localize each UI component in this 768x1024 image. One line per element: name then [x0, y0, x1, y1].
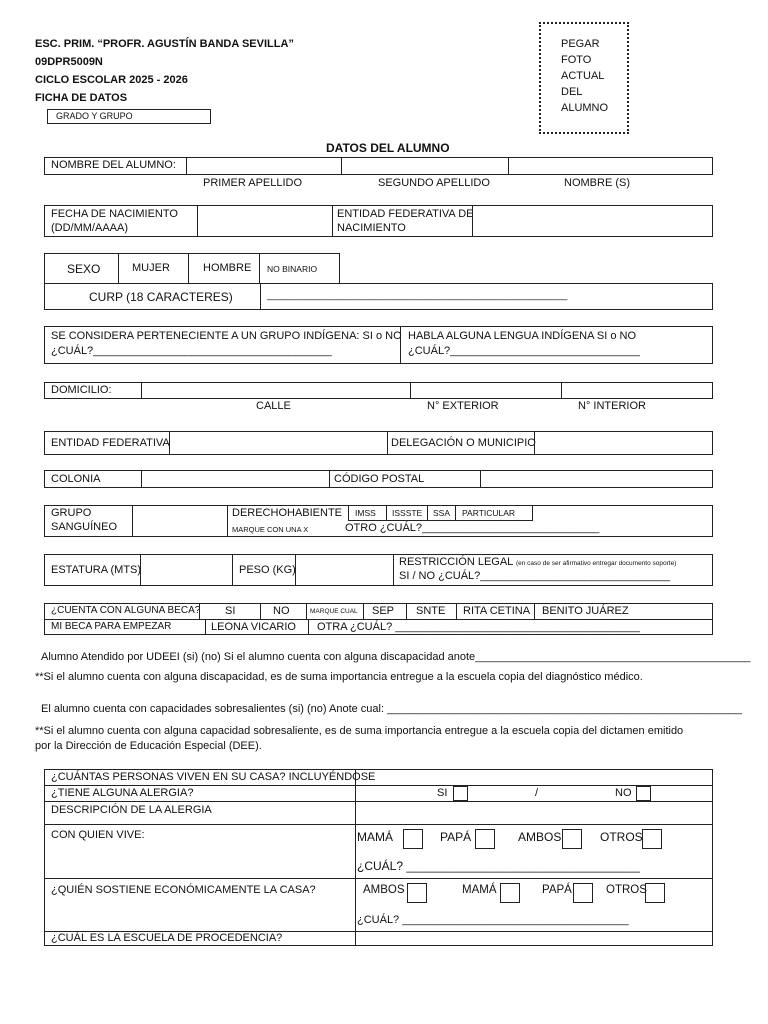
street-field[interactable] — [141, 383, 410, 398]
photo-text-4: DEL — [561, 86, 583, 98]
support-which[interactable]: ¿CUÁL? _____________________________________ — [357, 914, 629, 926]
support-ambos-label: AMBOS — [363, 884, 405, 896]
gifted-note-2: por la Dirección de Educación Especial (DEE). — [35, 740, 262, 752]
scholarship-other-label: OTRA ¿CUÁL? ________________________________________ — [317, 621, 640, 633]
curp-label: CURP (18 CARACTERES) — [89, 290, 233, 304]
indigenous-language-which[interactable]: ¿CUÁL?_______________________________ — [408, 345, 640, 357]
name-label: NOMBRE DEL ALUMNO: — [51, 159, 176, 171]
birth-row — [44, 205, 713, 237]
legal-cell — [393, 555, 712, 585]
rights-issste: ISSSTE — [392, 508, 423, 518]
indigenous-language-label: HABLA ALGUNA LENGUA INDÍGENA SI o NO — [408, 330, 637, 342]
indigenous-row — [44, 326, 713, 364]
origin-school-field[interactable] — [356, 932, 712, 946]
scholarship-mibeca[interactable]: MI BECA PARA EMPEZAR — [51, 621, 172, 632]
sex-male-label: HOMBRE — [203, 262, 252, 274]
people-field[interactable] — [356, 770, 712, 785]
scholarship-no-label: NO — [273, 605, 290, 617]
school-code: 09DPR5009N — [35, 56, 103, 68]
blood-label-2: SANGUÍNEO — [51, 521, 118, 533]
gifted-note-1: **Si el alumno cuenta con alguna capacidad sobresaliente, es de suma importancia entregue a la escuela copia del dictamen emitido — [35, 725, 684, 737]
sex-row — [44, 253, 340, 284]
scholarship-leona[interactable] — [205, 619, 309, 635]
first-surname-field[interactable] — [186, 158, 341, 174]
rights-mark-note: MARQUE CON UNA X — [232, 525, 309, 534]
allergy-no-checkbox[interactable] — [636, 786, 651, 801]
sex-option-nonbinary[interactable] — [259, 254, 339, 283]
gifted-note[interactable]: El alumno cuenta con capacidades sobresalientes (si) (no) Anote cual: __________________________________________________________ — [41, 703, 742, 715]
scholarship-yes[interactable] — [199, 604, 261, 619]
support-ambos-checkbox[interactable] — [407, 883, 427, 903]
support-mama-checkbox[interactable] — [500, 883, 520, 903]
int-number-field[interactable] — [561, 383, 712, 398]
legal-answer[interactable]: SI / NO ¿CUÁL?_______________________________ — [399, 570, 670, 582]
photo-text-5: ALUMNO — [561, 102, 609, 114]
lives-papa-label: PAPÁ — [440, 830, 472, 844]
scholarship-benito-label: BENITO JUÁREZ — [542, 605, 629, 617]
name-row — [44, 157, 713, 175]
sex-label: SEXO — [67, 262, 101, 276]
int-number-caption: N° INTERIOR — [578, 400, 646, 412]
birth-date-label-1: FECHA DE NACIMIENTO — [51, 208, 178, 220]
height-field[interactable] — [140, 555, 232, 585]
zip-field[interactable] — [480, 471, 712, 487]
support-papa-checkbox[interactable] — [573, 883, 593, 903]
street-caption: CALLE — [256, 400, 291, 412]
zip-label: CÓDIGO POSTAL — [334, 473, 425, 485]
ext-number-caption: N° EXTERIOR — [427, 400, 499, 412]
allergy-slash: / — [535, 787, 539, 799]
allergy-no-label: NO — [615, 787, 632, 799]
birth-date-field[interactable] — [197, 206, 332, 236]
birth-state-label-2: NACIMIENTO — [337, 222, 406, 234]
legal-note: (en caso de ser afirmativo entregar documento soporte) — [515, 560, 677, 567]
state-row — [44, 431, 713, 455]
scholarship-benito[interactable] — [534, 604, 629, 619]
state-field[interactable] — [169, 432, 387, 454]
colony-label: COLONIA — [51, 473, 101, 485]
indigenous-language-cell — [400, 327, 712, 363]
support-label: ¿QUIÉN SOSTIENE ECONÓMICAMENTE LA CASA? — [51, 884, 316, 896]
support-mama-label: MAMÁ — [462, 884, 497, 896]
birth-date-label-2: (DD/MM/AAAA) — [51, 222, 128, 234]
lives-which[interactable]: ¿CUÁL? ___________________________________ — [357, 859, 640, 873]
rights-issste-cell[interactable] — [386, 506, 427, 520]
sex-nonbinary-label: NO BINARIO — [267, 264, 318, 274]
allergy-desc-field[interactable] — [356, 802, 712, 824]
state-label: ENTIDAD FEDERATIVA — [51, 437, 170, 449]
sex-female-label: MUJER — [132, 262, 170, 274]
scholarship-snte[interactable] — [406, 604, 457, 619]
udeei-note[interactable]: Alumno Atendido por UDEEI (si) (no) Si el alumno cuenta con alguna discapacidad anote_____________________________________________ — [41, 651, 751, 663]
support-otros-label: OTROS — [606, 884, 647, 896]
height-label: ESTATURA (MTS) — [51, 564, 142, 576]
given-name-caption: NOMBRE (S) — [564, 177, 630, 189]
indigenous-group-which[interactable]: ¿CUÁL?_______________________________________ — [51, 345, 332, 357]
ext-number-field[interactable] — [410, 383, 561, 398]
scholarship-no[interactable] — [260, 604, 307, 619]
lives-mama-checkbox[interactable] — [403, 829, 423, 849]
first-surname-caption: PRIMER APELLIDO — [203, 177, 303, 189]
allergy-yes-checkbox[interactable] — [453, 786, 468, 801]
rights-other[interactable]: OTRO ¿CUÁL?_____________________________ — [345, 522, 600, 534]
given-name-field[interactable] — [508, 158, 712, 174]
rights-options — [348, 505, 533, 521]
rights-imss[interactable]: IMSS — [355, 508, 376, 518]
rights-particular-cell[interactable] — [455, 506, 532, 520]
scholarship-other[interactable] — [308, 619, 712, 635]
lives-papa-checkbox[interactable] — [475, 829, 495, 849]
zip-label-cell — [329, 471, 480, 487]
indigenous-group-label: SE CONSIDERA PERTENECIENTE A UN GRUPO INDÍGENA: SI o NO — [51, 330, 402, 342]
grade-group-field[interactable] — [47, 109, 211, 124]
scholarship-mark — [306, 604, 364, 619]
scholarship-table — [44, 603, 713, 635]
blood-field[interactable] — [132, 506, 227, 536]
municipality-label: DELEGACIÓN O MUNICIPIO — [391, 437, 536, 449]
blood-label-1: GRUPO — [51, 507, 92, 519]
lives-otros-checkbox[interactable] — [642, 829, 662, 849]
weight-label-cell — [232, 555, 295, 585]
scholarship-leona-label: LEONA VICARIO — [211, 621, 296, 633]
section-title: DATOS DEL ALUMNO — [326, 141, 450, 155]
rights-cell — [227, 506, 712, 536]
municipality-field[interactable] — [534, 432, 712, 454]
family-table-divider — [355, 770, 356, 945]
birth-state-field[interactable] — [472, 206, 712, 236]
support-papa-label: PAPÁ — [542, 884, 572, 896]
scholarship-question: ¿CUENTA CON ALGUNA BECA? — [51, 605, 201, 616]
school-cycle: CICLO ESCOLAR 2025 - 2026 — [35, 74, 188, 86]
colony-row — [44, 470, 713, 488]
lives-ambos-label: AMBOS — [518, 830, 562, 844]
height-row — [44, 554, 713, 586]
municipality-label-cell — [387, 432, 534, 454]
rights-label: DERECHOHABIENTE — [232, 507, 343, 519]
weight-field[interactable] — [295, 555, 393, 585]
photo-placeholder — [539, 22, 629, 134]
scholarship-mark-label: MARQUE CUAL — [310, 608, 358, 615]
photo-text-3: ACTUAL — [561, 70, 605, 82]
curp-field[interactable] — [260, 284, 712, 309]
lives-with-label: CON QUIEN VIVE: — [51, 829, 145, 841]
sex-option-male[interactable] — [188, 254, 259, 283]
grade-group-label: GRADO Y GRUPO — [56, 111, 133, 121]
photo-text-1: PEGAR — [561, 38, 600, 50]
birth-state-label-cell — [332, 206, 472, 236]
legal-label: RESTRICCIÓN LEGAL (en caso de ser afirmativo entregar documento soporte) — [399, 556, 677, 568]
origin-school-label: ¿CUÁL ES LA ESCUELA DE PROCEDENCIA? — [51, 932, 283, 944]
lives-mama-label: MAMÁ — [357, 830, 393, 844]
rights-ssa: SSA — [433, 508, 451, 518]
support-otros-checkbox[interactable] — [645, 883, 665, 903]
second-surname-caption: SEGUNDO APELLIDO — [378, 177, 490, 189]
birth-state-label-1: ENTIDAD FEDERATIVA DE — [337, 208, 474, 220]
curp-row — [44, 283, 713, 310]
family-table — [44, 769, 713, 946]
sheet-title: FICHA DE DATOS — [35, 92, 128, 104]
people-label: ¿CUÁNTAS PERSONAS VIVEN EN SU CASA? INCLUYÉNDOSE — [51, 771, 376, 783]
lives-ambos-checkbox[interactable] — [562, 829, 582, 849]
address-label: DOMICILIO: — [51, 384, 112, 396]
scholarship-sep[interactable] — [363, 604, 407, 619]
allergy-yes-label: SI — [437, 787, 448, 799]
allergy-desc-label: DESCRIPCIÓN DE LA ALERGIA — [51, 804, 212, 816]
rights-ssa-cell[interactable] — [427, 506, 455, 520]
photo-text-2: FOTO — [561, 54, 592, 66]
sex-option-female[interactable] — [118, 254, 188, 283]
blood-row — [44, 505, 713, 537]
scholarship-rita-label: RITA CETINA — [463, 605, 531, 617]
school-name: ESC. PRIM. “PROFR. AGUSTÍN BANDA SEVILLA” — [35, 38, 294, 50]
colony-field[interactable] — [141, 471, 329, 487]
second-surname-field[interactable] — [341, 158, 508, 174]
disability-note: **Si el alumno cuenta con alguna discapacidad, es de suma importancia entregue a la escuela copia del diagnóstico médico. — [35, 671, 643, 683]
allergy-label: ¿TIENE ALGUNA ALERGIA? — [51, 787, 194, 799]
scholarship-sep-label: SEP — [372, 605, 395, 617]
scholarship-snte-label: SNTE — [416, 605, 446, 617]
scholarship-rita[interactable] — [456, 604, 535, 619]
scholarship-yes-label: SI — [225, 605, 236, 617]
address-row — [44, 382, 713, 399]
rights-particular: PARTICULAR — [462, 508, 516, 518]
lives-otros-label: OTROS — [600, 830, 643, 844]
weight-label: PESO (KG) — [239, 564, 296, 576]
curp-line: ______________________________________________________ — [267, 290, 568, 301]
